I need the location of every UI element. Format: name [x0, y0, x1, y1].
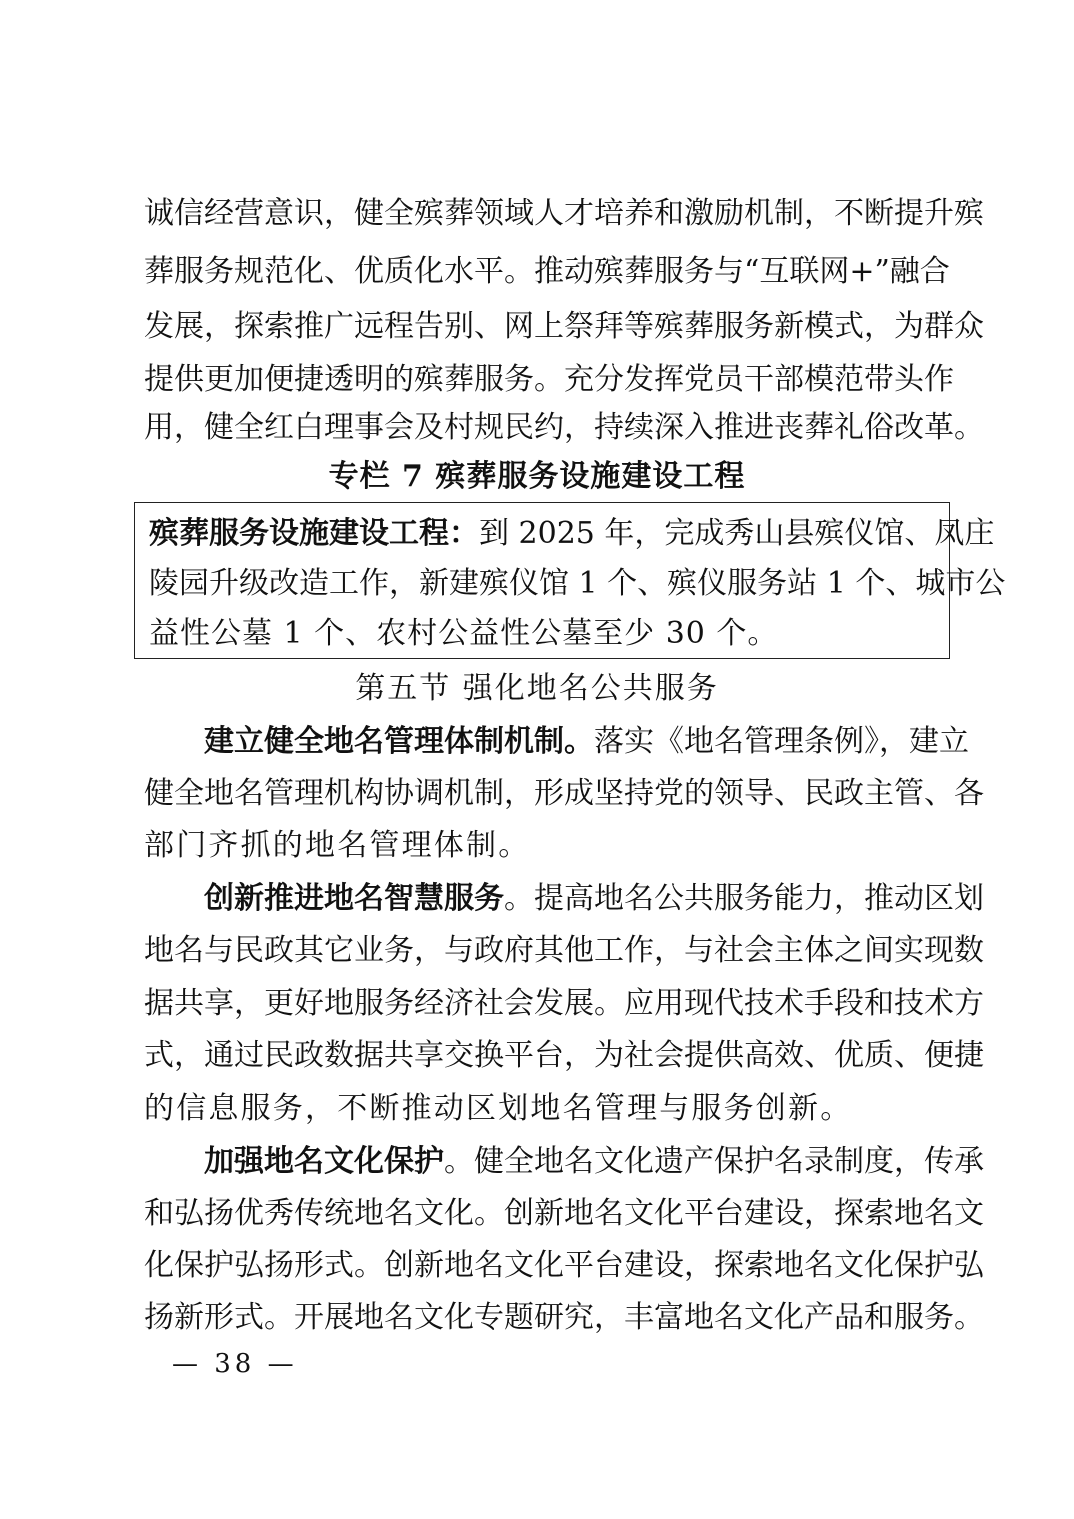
paragraph-text: 。提高地名公共服务能力，推动区划: [504, 881, 984, 916]
page-number: — 38 —: [172, 1349, 298, 1379]
paragraph-line: [204, 870, 984, 928]
box-lead: 殡葬服务设施建设工程：: [149, 516, 479, 551]
paragraph-line: [204, 1133, 984, 1191]
paragraph-line: 用，健全红白理事会及村规民约，持续深入推进丧葬礼俗改革。: [144, 410, 984, 445]
paragraph-line: 部门齐抓的地名管理体制。: [144, 828, 531, 863]
box-line: 益性公墓 1 个、农村公益性公墓至少 30 个。: [149, 616, 779, 651]
paragraph-line: 化保护弘扬形式。创新地名文化平台建设，探索地名文化保护弘: [144, 1248, 984, 1283]
paragraph-line: 提供更加便捷透明的殡葬服务。充分发挥党员干部模范带头作: [144, 362, 954, 397]
box-heading: 专栏 7 殡葬服务设施建设工程: [328, 459, 746, 494]
paragraph-line: 据共享，更好地服务经济社会发展。应用现代技术手段和技术方: [144, 986, 984, 1021]
paragraph-lead: 加强地名文化保护: [204, 1144, 444, 1179]
paragraph-line: 的信息服务，不断推动区划地名管理与服务创新。: [144, 1091, 853, 1126]
paragraph-line: 健全地名管理机构协调机制，形成坚持党的领导、民政主管、各: [144, 776, 984, 811]
paragraph-lead: 建立健全地名管理体制机制。: [204, 724, 594, 759]
section-title: 第五节 强化地名公共服务: [355, 671, 719, 706]
paragraph-line: [204, 713, 969, 771]
info-box: [134, 502, 1006, 659]
paragraph-text: 落实《地名管理条例》，建立: [594, 724, 969, 759]
box-line: 陵园升级改造工作，新建殡仪馆 1 个、殡仪服务站 1 个、城市公: [149, 566, 1006, 601]
paragraph-text: 。健全地名文化遗产保护名录制度，传承: [444, 1144, 984, 1179]
paragraph-line: 式，通过民政数据共享交换平台，为社会提供高效、优质、便捷: [144, 1038, 984, 1073]
box-line: [149, 509, 995, 559]
paragraph-line: 诚信经营意识，健全殡葬领域人才培养和激励机制，不断提升殡: [144, 196, 984, 231]
paragraph-line: 扬新形式。开展地名文化专题研究，丰富地名文化产品和服务。: [144, 1300, 984, 1335]
paragraph-line: 地名与民政其它业务，与政府其他工作，与社会主体之间实现数: [144, 933, 984, 968]
paragraph-lead: 创新推进地名智慧服务: [204, 881, 504, 916]
paragraph-line: 葬服务规范化、优质化水平。推动殡葬服务与“互联网+”融合: [144, 254, 950, 289]
paragraph-line: 发展，探索推广远程告别、网上祭拜等殡葬服务新模式，为群众: [144, 309, 984, 344]
paragraph-line: 和弘扬优秀传统地名文化。创新地名文化平台建设，探索地名文: [144, 1196, 984, 1231]
box-line-rest: 到 2025 年，完成秀山县殡仪馆、凤庄: [479, 516, 995, 551]
